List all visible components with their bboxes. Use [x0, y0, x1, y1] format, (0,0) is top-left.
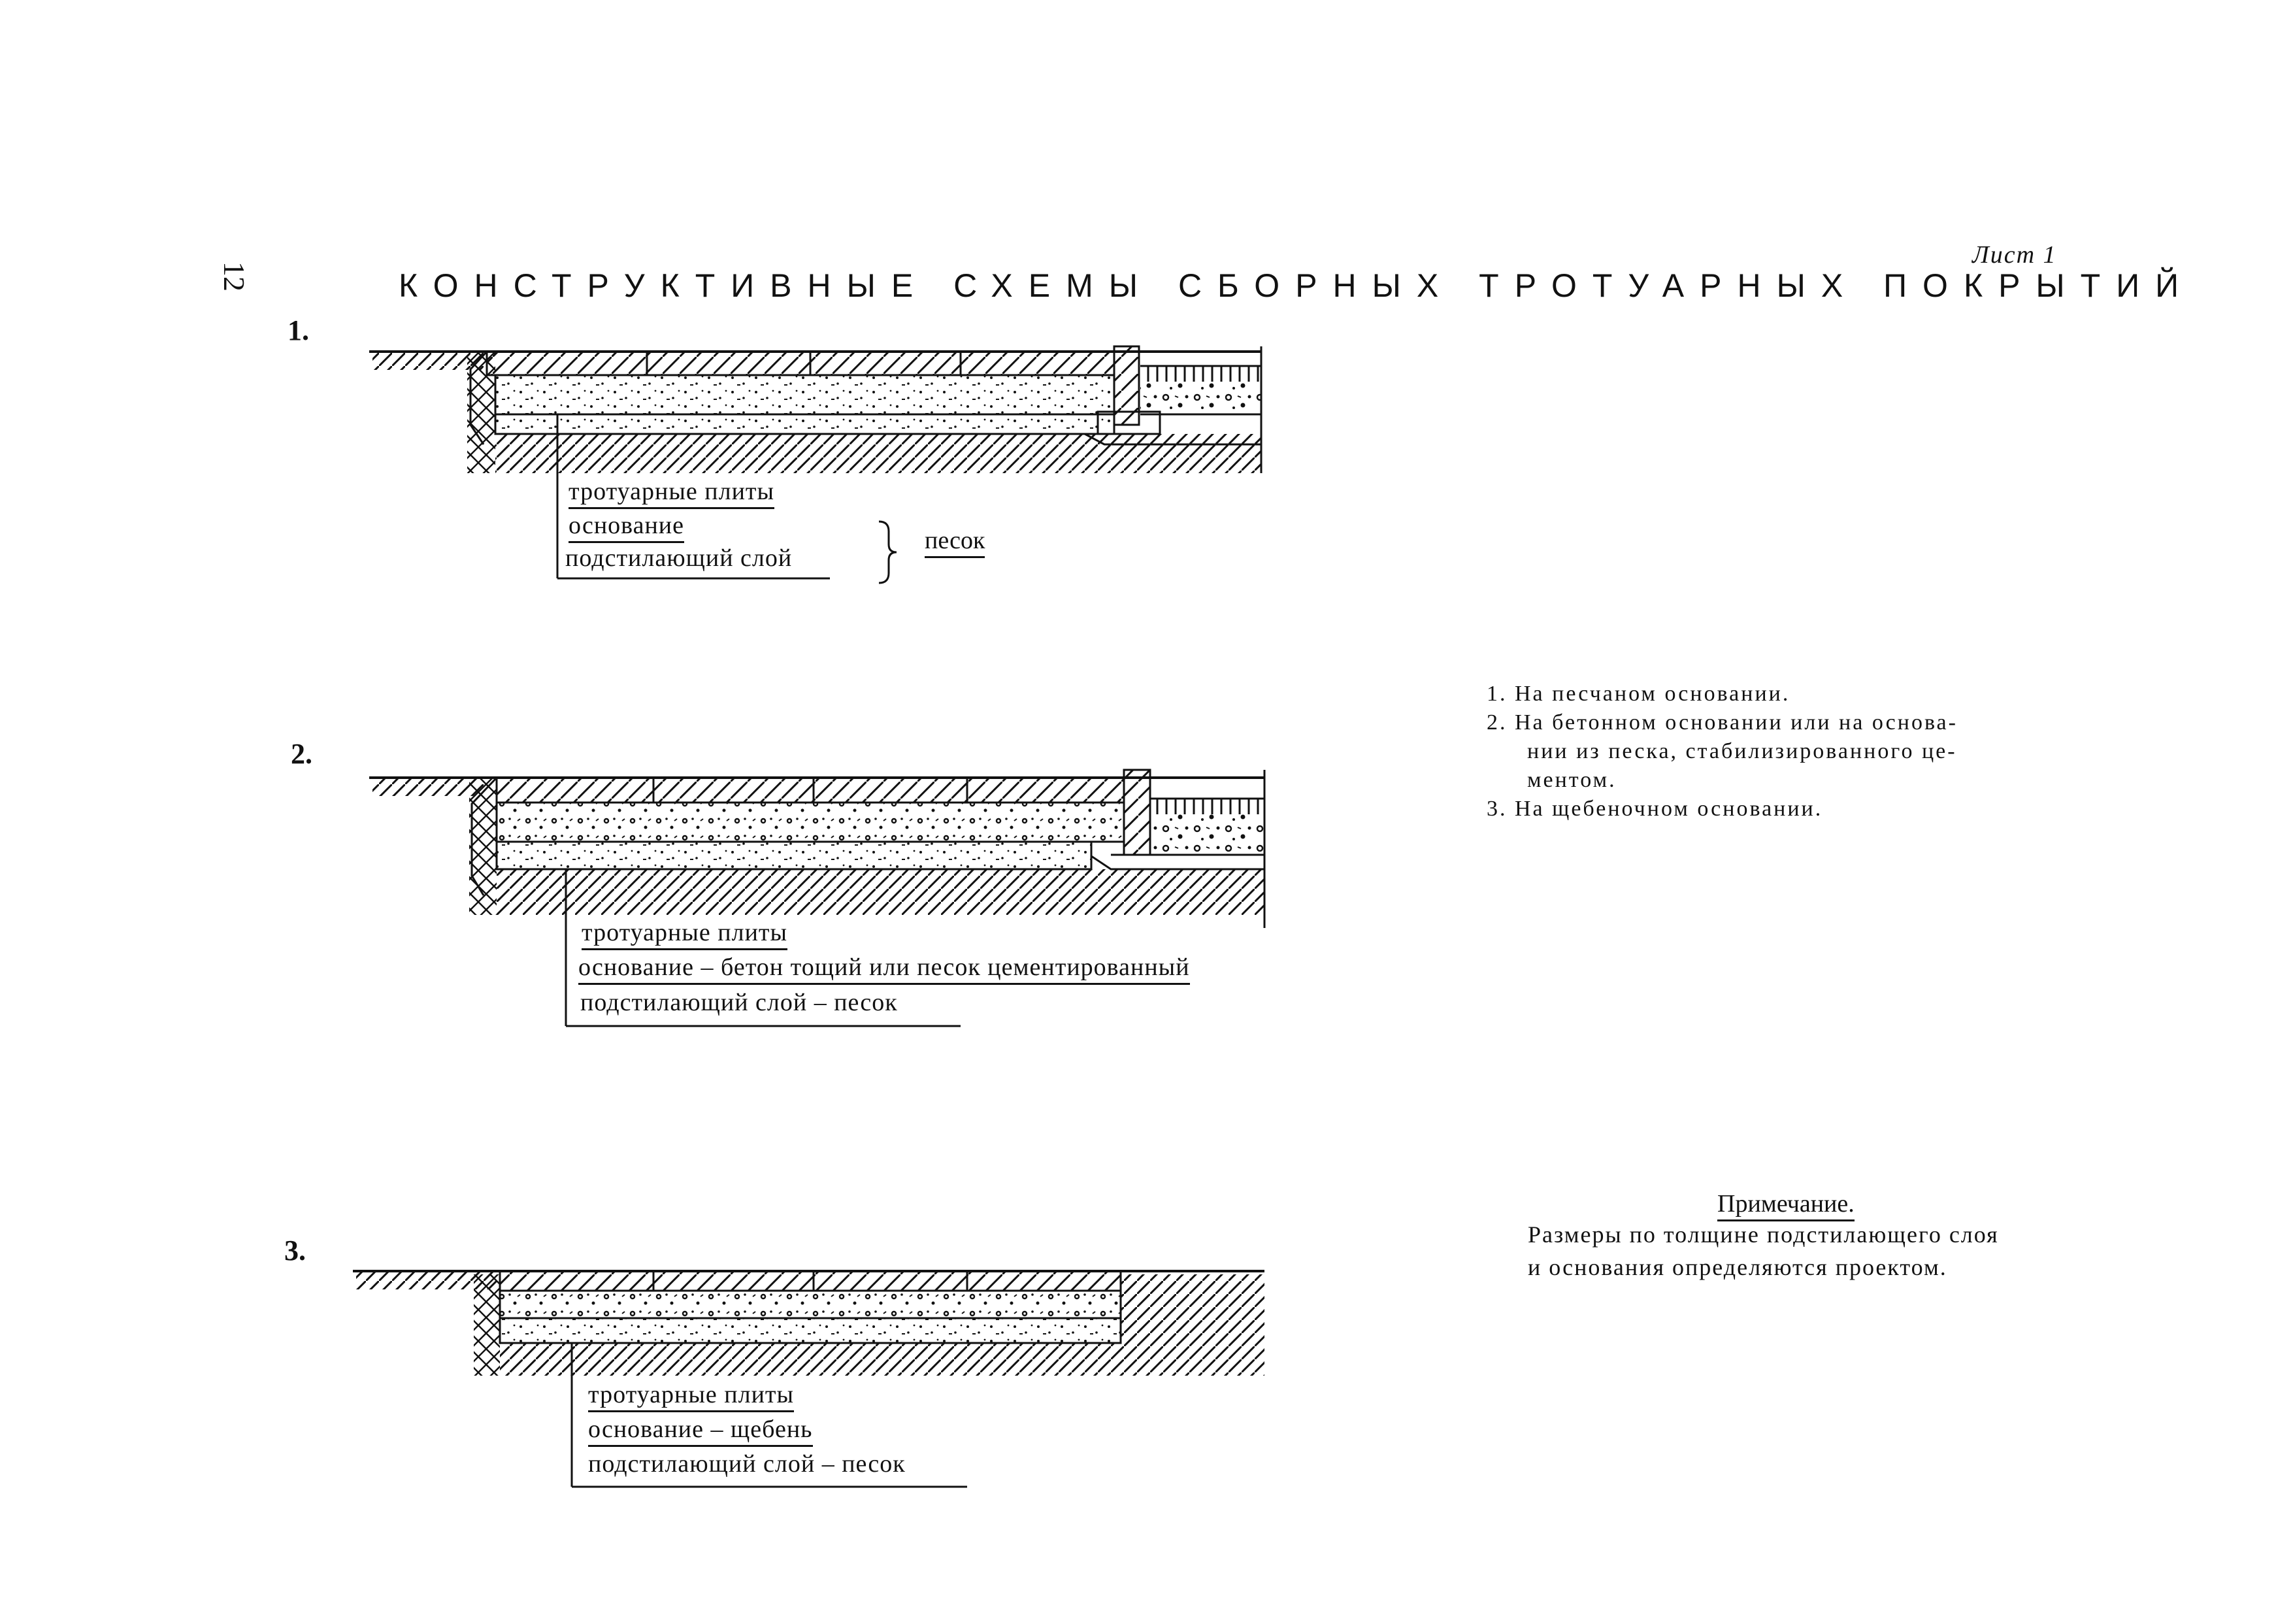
- scheme-3-label-underlay: подстилающий слой – песок: [588, 1450, 906, 1478]
- scheme-1-label-underlay: подстилающий слой: [565, 544, 793, 572]
- scheme-1-label-base: основание: [569, 511, 684, 543]
- scheme-2-label-underlay: подстилающий слой – песок: [580, 989, 898, 1016]
- scheme-1-brace-label: песок: [925, 526, 985, 558]
- scheme-3-label-base: основание – щебень: [588, 1415, 813, 1447]
- remark-line-1: Размеры по толщине подстилающего слоя: [1528, 1221, 1999, 1248]
- remark-title: Примечание.: [1717, 1189, 1855, 1221]
- note-item-3: 3. На щебеночном основании.: [1487, 797, 1823, 821]
- scheme-2-label-base: основание – бетон тощий или песок цементированный: [578, 953, 1190, 985]
- scheme-2-number: 2.: [291, 738, 312, 770]
- notes-list: [1487, 680, 1958, 823]
- scheme-2-label-slabs: тротуарные плиты: [582, 918, 787, 950]
- page-number: 12: [218, 261, 251, 291]
- scheme-3-number: 3.: [284, 1235, 306, 1267]
- scheme-1-number: 1.: [288, 314, 309, 346]
- scheme-3-label-slabs: тротуарные плиты: [588, 1380, 794, 1412]
- note-item-2: 2. На бетонном основании или на основа- нии из песка, стабилизированного це- ментом.: [1487, 710, 1958, 792]
- page-title: КОНСТРУКТИВНЫЕ СХЕМЫ СБОРНЫХ ТРОТУАРНЫХ ПОКРЫТИЙ: [399, 267, 2195, 304]
- scheme-1-label-slabs: тротуарные плиты: [569, 477, 774, 509]
- remark-line-2: и основания определяются проектом.: [1528, 1254, 1947, 1280]
- note-item-1: 1. На песчаном основании.: [1487, 682, 1790, 706]
- scheme-1-section: [369, 346, 1261, 583]
- sheet-label: Лист 1: [1972, 241, 2057, 269]
